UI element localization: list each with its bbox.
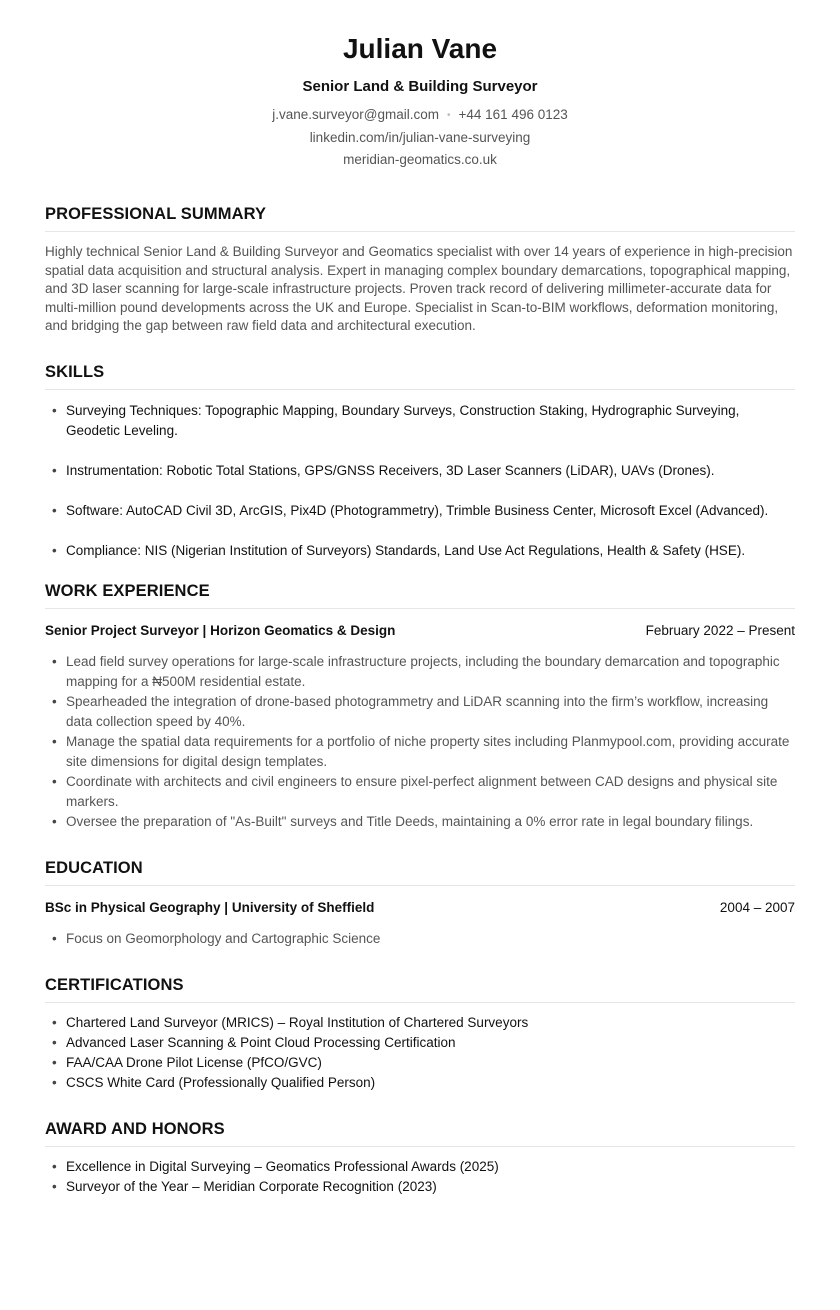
experience-heading: WORK EXPERIENCE bbox=[45, 581, 795, 609]
certifications-heading: CERTIFICATIONS bbox=[45, 975, 795, 1003]
job-bullet: • Coordinate with architects and civil engineers to ensure pixel-perfect alignment between CAD designs and physical site markers. bbox=[45, 772, 795, 812]
job-bullet: • Manage the spatial data requirements for a portfolio of niche property sites including Planmypool.com, providing accurate site dimensions for digital design templates. bbox=[45, 732, 795, 772]
skills-heading: SKILLS bbox=[45, 362, 795, 390]
certification-item: • Chartered Land Surveyor (MRICS) – Royal Institution of Chartered Surveyors bbox=[45, 1013, 795, 1033]
job-header bbox=[45, 621, 795, 641]
email-link[interactable]: j.vane.surveyor@gmail.com bbox=[272, 107, 439, 122]
education-dates: 2004 – 2007 bbox=[719, 899, 795, 915]
education-heading: EDUCATION bbox=[45, 858, 795, 886]
job-bullets bbox=[45, 652, 795, 832]
skills-section bbox=[45, 362, 795, 561]
certification-item: • FAA/CAA Drone Pilot License (PfCO/GVC) bbox=[45, 1053, 795, 1073]
resume-header bbox=[45, 0, 795, 170]
award-item: • Excellence in Digital Surveying – Geomatics Professional Awards (2025) bbox=[45, 1157, 795, 1177]
contact-line bbox=[45, 104, 795, 127]
summary-text: Highly technical Senior Land & Building Surveyor and Geomatics specialist with over 14 years of experience in high-precision spatial data acquisition and structural analysis. Expert in managing complex boundary demarcations, topographical mapping, and 3D laser scanning for large-scale infrastructure projects. Proven track record of delivering millimeter-accurate data for multi-million pound developments across the UK and Europe. Specialist in Scan-to-BIM workflows, deformation monitoring, and bridging the gap between raw field data and architectural execution. bbox=[45, 244, 793, 333]
job-bullet: • Oversee the preparation of "As-Built" surveys and Title Deeds, maintaining a 0% error rate in legal boundary filings. bbox=[45, 812, 795, 832]
skill-item: • Instrumentation: Robotic Total Stations, GPS/GNSS Receivers, 3D Laser Scanners (LiDAR), UAVs (Drones). bbox=[45, 461, 795, 481]
job-bullet: • Spearheaded the integration of drone-based photogrammetry and LiDAR scanning into the firm’s workflow, increasing data collection speed by 40%. bbox=[45, 692, 795, 732]
skill-item: • Compliance: NIS (Nigerian Institution of Surveyors) Standards, Land Use Act Regulations, Health & Safety (HSE). bbox=[45, 541, 795, 561]
skill-item: • Surveying Techniques: Topographic Mapping, Boundary Surveys, Construction Staking, Hydrographic Surveying, Geodetic Leveling. bbox=[45, 401, 795, 441]
awards-list bbox=[45, 1157, 795, 1197]
skills-list bbox=[45, 401, 795, 561]
certification-item: • Advanced Laser Scanning & Point Cloud Processing Certification bbox=[45, 1033, 795, 1053]
awards-heading: AWARD AND HONORS bbox=[45, 1119, 795, 1147]
summary-section bbox=[45, 204, 795, 336]
certifications-list bbox=[45, 1013, 795, 1093]
job-bullet: • Lead field survey operations for large-scale infrastructure projects, including the boundary demarcation and topographic mapping for a ₦500M residential estate. bbox=[45, 652, 795, 692]
education-bullet: • Focus on Geomorphology and Cartographic Science bbox=[45, 929, 795, 949]
certifications-section bbox=[45, 975, 795, 1093]
website-line bbox=[45, 149, 795, 170]
experience-section bbox=[45, 581, 795, 832]
candidate-name: Julian Vane bbox=[342, 33, 498, 64]
job-title: Senior Land & Building Surveyor bbox=[302, 78, 538, 95]
summary-heading: PROFESSIONAL SUMMARY bbox=[45, 204, 795, 232]
certification-item: • CSCS White Card (Professionally Qualified Person) bbox=[45, 1073, 795, 1093]
job-role-company: Senior Project Surveyor | Horizon Geomatics & Design bbox=[45, 622, 396, 638]
skill-item: • Software: AutoCAD Civil 3D, ArcGIS, Pix4D (Photogrammetry), Trimble Business Center, Microsoft Excel (Advanced). bbox=[45, 501, 795, 521]
education-header bbox=[45, 898, 795, 918]
website-link[interactable]: meridian-geomatics.co.uk bbox=[343, 152, 497, 167]
separator-dot: • bbox=[447, 110, 451, 121]
education-bullets bbox=[45, 929, 795, 949]
education-section bbox=[45, 858, 795, 949]
degree-school: BSc in Physical Geography | University of Sheffield bbox=[45, 899, 375, 915]
award-item: • Surveyor of the Year – Meridian Corporate Recognition (2023) bbox=[45, 1177, 795, 1197]
awards-section bbox=[45, 1119, 795, 1197]
phone-number: +44 161 496 0123 bbox=[458, 107, 568, 122]
linkedin-line bbox=[45, 127, 795, 148]
job-dates: February 2022 – Present bbox=[645, 622, 795, 638]
linkedin-link[interactable]: linkedin.com/in/julian-vane-surveying bbox=[309, 130, 531, 145]
